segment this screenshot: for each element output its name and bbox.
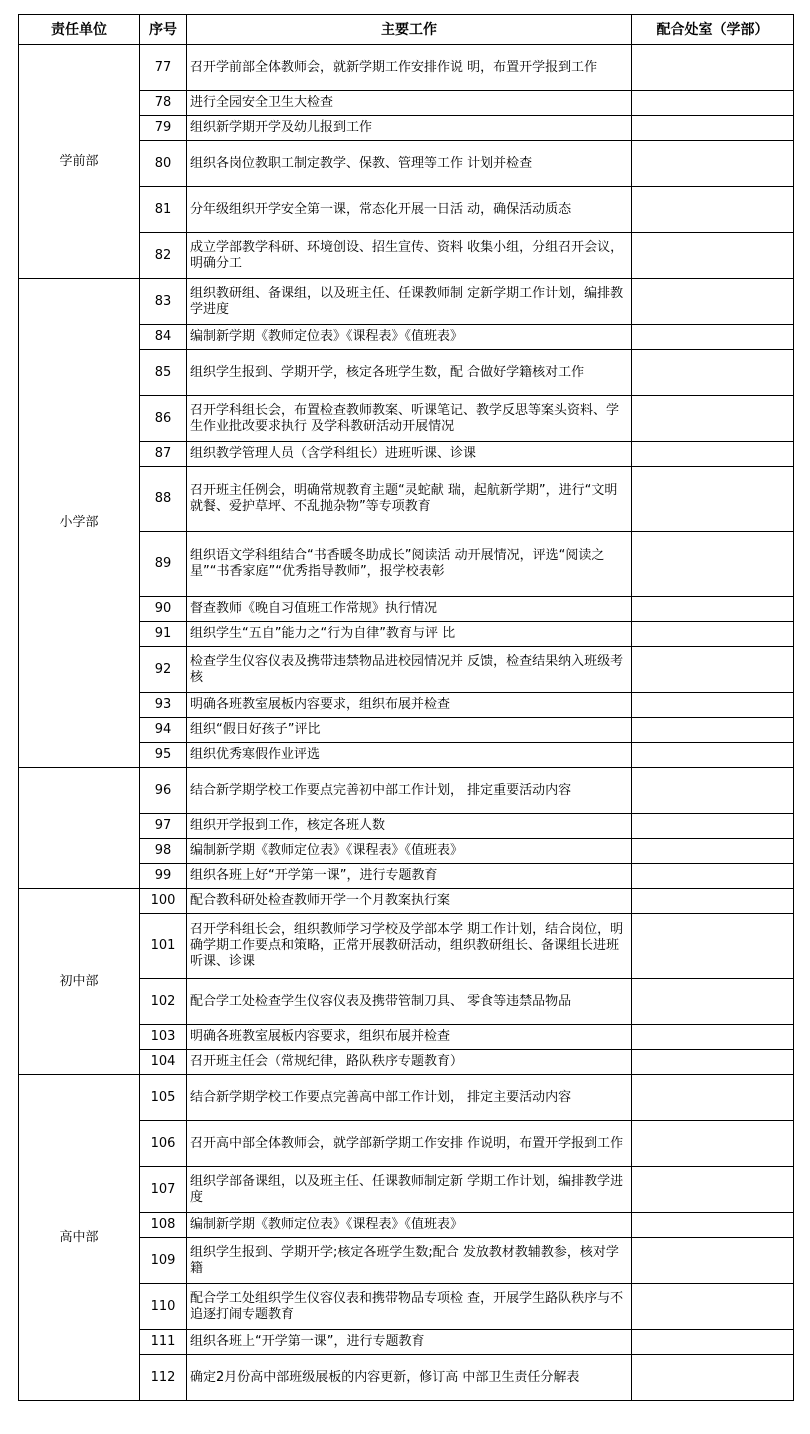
table-row (19, 889, 794, 914)
work-description: 组织学生“五自”能力之“行为自律”教育与评 比 (187, 622, 632, 647)
coop-department-cell (632, 141, 794, 187)
work-description: 组织“假日好孩子”评比 (187, 718, 632, 743)
row-number: 83 (140, 279, 187, 325)
coop-department-cell (632, 325, 794, 350)
header-unit: 责任单位 (19, 15, 140, 45)
work-description: 配合学工处组织学生仪容仪表和携带物品专项检 查，开展学生路队秩序与不追逐打闹专题教育 (187, 1284, 632, 1330)
coop-department-cell (632, 1330, 794, 1355)
coop-department-cell (632, 889, 794, 914)
row-number: 79 (140, 116, 187, 141)
row-number: 100 (140, 889, 187, 914)
work-description: 进行全园安全卫生大检查 (187, 91, 632, 116)
work-description: 召开学科组长会，组织教师学习学校及学部本学 期工作计划，结合岗位，明确学期工作要点和策略，正常开展教研活动，组织教研组长、备课组长进班听课、诊课 (187, 914, 632, 979)
coop-department-cell (632, 864, 794, 889)
row-number: 82 (140, 233, 187, 279)
coop-department-cell (632, 1238, 794, 1284)
coop-department-cell (632, 45, 794, 91)
row-number: 92 (140, 647, 187, 693)
row-number: 97 (140, 814, 187, 839)
work-description: 配合学工处检查学生仪容仪表及携带管制刀具、 零食等违禁品物品 (187, 979, 632, 1025)
work-description: 结合新学期学校工作要点完善初中部工作计划， 排定重要活动内容 (187, 768, 632, 814)
coop-department-cell (632, 1284, 794, 1330)
work-description: 督查教师《晚自习值班工作常规》执行情况 (187, 597, 632, 622)
header-coop: 配合处室（学部） (632, 15, 794, 45)
row-number: 107 (140, 1167, 187, 1213)
coop-department-cell (632, 1213, 794, 1238)
row-number: 99 (140, 864, 187, 889)
work-description: 组织优秀寒假作业评选 (187, 743, 632, 768)
unit-cell: 初中部 (19, 889, 140, 1075)
work-description: 召开学前部全体教师会，就新学期工作安排作说 明，布置开学报到工作 (187, 45, 632, 91)
coop-department-cell (632, 839, 794, 864)
work-description: 编制新学期《教师定位表》《课程表》《值班表》 (187, 325, 632, 350)
work-description: 召开高中部全体教师会，就学部新学期工作安排 作说明，布置开学报到工作 (187, 1121, 632, 1167)
work-description: 召开学科组长会，布置检查教师教案、听课笔记、教学反思等案头资料、学生作业批改要求执行 及学科教研活动开展情况 (187, 396, 632, 442)
work-description: 组织各班上“开学第一课”，进行专题教育 (187, 1330, 632, 1355)
row-number: 84 (140, 325, 187, 350)
header-row (19, 15, 794, 45)
coop-department-cell (632, 467, 794, 532)
coop-department-cell (632, 718, 794, 743)
table-row (19, 1075, 794, 1121)
coop-department-cell (632, 91, 794, 116)
header-no: 序号 (140, 15, 187, 45)
work-description: 配合教科研处检查教师开学一个月教案执行案 (187, 889, 632, 914)
coop-department-cell (632, 1075, 794, 1121)
work-description: 组织各岗位教职工制定教学、保教、管理等工作 计划并检查 (187, 141, 632, 187)
row-number: 91 (140, 622, 187, 647)
row-number: 105 (140, 1075, 187, 1121)
coop-department-cell (632, 1050, 794, 1075)
row-number: 77 (140, 45, 187, 91)
coop-department-cell (632, 1025, 794, 1050)
row-number: 81 (140, 187, 187, 233)
row-number: 98 (140, 839, 187, 864)
work-plan-table (18, 14, 794, 1401)
coop-department-cell (632, 116, 794, 141)
work-description: 确定2月份高中部班级展板的内容更新，修订高 中部卫生责任分解表 (187, 1355, 632, 1401)
work-description: 组织新学期开学及幼儿报到工作 (187, 116, 632, 141)
coop-department-cell (632, 532, 794, 597)
coop-department-cell (632, 622, 794, 647)
table-row (19, 768, 794, 814)
work-description: 组织各班上好“开学第一课”，进行专题教育 (187, 864, 632, 889)
work-description: 组织教研组、备课组，以及班主任、任课教师制 定新学期工作计划，编排教学进度 (187, 279, 632, 325)
row-number: 89 (140, 532, 187, 597)
row-number: 85 (140, 350, 187, 396)
table-row (19, 45, 794, 91)
row-number: 88 (140, 467, 187, 532)
row-number: 106 (140, 1121, 187, 1167)
coop-department-cell (632, 1355, 794, 1401)
row-number: 109 (140, 1238, 187, 1284)
header-work: 主要工作 (187, 15, 632, 45)
work-description: 召开班主任例会，明确常规教育主题“灵蛇献 瑞，起航新学期”，进行“文明就餐、爱护草坪、不乱抛杂物”等专项教育 (187, 467, 632, 532)
row-number: 110 (140, 1284, 187, 1330)
coop-department-cell (632, 1167, 794, 1213)
work-description: 组织学生报到、学期开学;核定各班学生数;配合 发放教材教辅教参，核对学籍 (187, 1238, 632, 1284)
row-number: 103 (140, 1025, 187, 1050)
row-number: 102 (140, 979, 187, 1025)
unit-cell: 学前部 (19, 45, 140, 279)
coop-department-cell (632, 768, 794, 814)
unit-cell: 小学部 (19, 279, 140, 768)
coop-department-cell (632, 693, 794, 718)
row-number: 104 (140, 1050, 187, 1075)
row-number: 112 (140, 1355, 187, 1401)
row-number: 94 (140, 718, 187, 743)
work-description: 检查学生仪容仪表及携带违禁物品进校园情况并 反馈，检查结果纳入班级考核 (187, 647, 632, 693)
work-description: 组织学生报到、学期开学，核定各班学生数，配 合做好学籍核对工作 (187, 350, 632, 396)
unit-cell (19, 768, 140, 889)
work-description: 召开班主任会（常规纪律，路队秩序专题教育） (187, 1050, 632, 1075)
work-description: 编制新学期《教师定位表》《课程表》《值班表》 (187, 839, 632, 864)
work-description: 明确各班教室展板内容要求，组织布展并检查 (187, 1025, 632, 1050)
coop-department-cell (632, 396, 794, 442)
coop-department-cell (632, 814, 794, 839)
row-number: 86 (140, 396, 187, 442)
coop-department-cell (632, 914, 794, 979)
coop-department-cell (632, 1121, 794, 1167)
row-number: 93 (140, 693, 187, 718)
work-description: 编制新学期《教师定位表》《课程表》《值班表》 (187, 1213, 632, 1238)
coop-department-cell (632, 233, 794, 279)
coop-department-cell (632, 597, 794, 622)
row-number: 87 (140, 442, 187, 467)
row-number: 95 (140, 743, 187, 768)
row-number: 108 (140, 1213, 187, 1238)
row-number: 80 (140, 141, 187, 187)
row-number: 101 (140, 914, 187, 979)
table-body (19, 45, 794, 1401)
row-number: 90 (140, 597, 187, 622)
work-description: 成立学部教学科研、环境创设、招生宣传、资料 收集小组，分组召开会议，明确分工 (187, 233, 632, 279)
work-description: 组织教学管理人员（含学科组长）进班听课、诊课 (187, 442, 632, 467)
coop-department-cell (632, 279, 794, 325)
work-description: 结合新学期学校工作要点完善高中部工作计划， 排定主要活动内容 (187, 1075, 632, 1121)
coop-department-cell (632, 350, 794, 396)
coop-department-cell (632, 187, 794, 233)
coop-department-cell (632, 743, 794, 768)
coop-department-cell (632, 442, 794, 467)
row-number: 78 (140, 91, 187, 116)
unit-cell: 高中部 (19, 1075, 140, 1401)
row-number: 96 (140, 768, 187, 814)
work-description: 组织语文学科组结合“书香暖冬助成长”阅读活 动开展情况，评选“阅读之星”“书香家庭”“优秀指导教师”，报学校表彰 (187, 532, 632, 597)
coop-department-cell (632, 647, 794, 693)
work-description: 明确各班教室展板内容要求，组织布展并检查 (187, 693, 632, 718)
row-number: 111 (140, 1330, 187, 1355)
work-description: 分年级组织开学安全第一课，常态化开展一日活 动，确保活动质态 (187, 187, 632, 233)
work-description: 组织学部备课组，以及班主任、任课教师制定新 学期工作计划，编排教学进度 (187, 1167, 632, 1213)
work-description: 组织开学报到工作，核定各班人数 (187, 814, 632, 839)
coop-department-cell (632, 979, 794, 1025)
table-row (19, 279, 794, 325)
